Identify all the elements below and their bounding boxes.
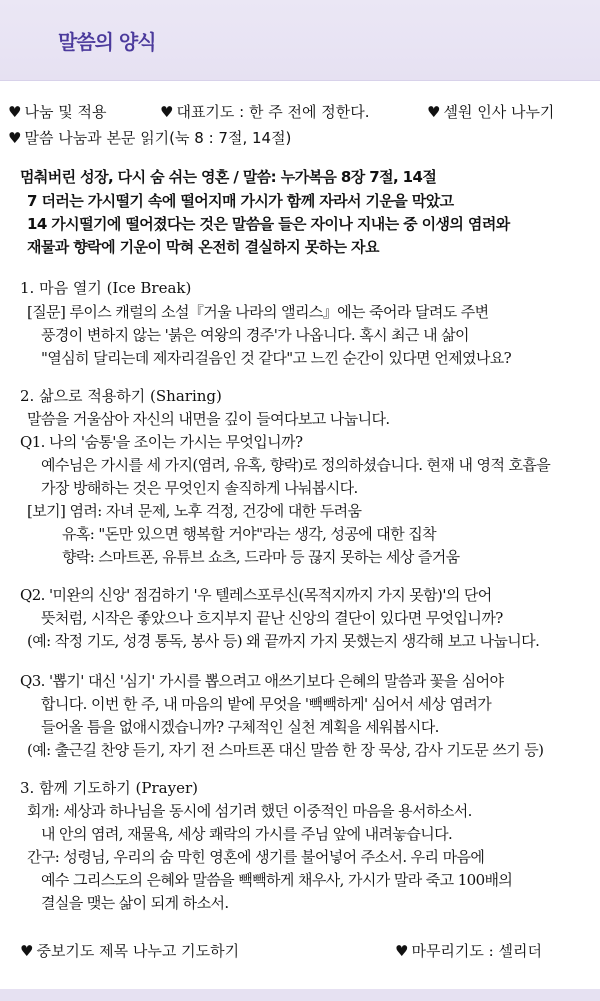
- prayer-petition-b: 예수 그리스도의 은혜와 말씀을 빽빽하게 채우사, 가시가 말라 죽고 100배의: [41, 871, 513, 889]
- sermon-title: 멈춰버린 성장, 다시 숨 쉬는 영혼 / 말씀: 누가복음 8장 7절, 14절: [20, 168, 437, 186]
- q2-line-c: (예: 작정 기도, 성경 통독, 봉사 등) 왜 끝까지 가지 못했는지 생각해 보고 나눕니다.: [27, 632, 540, 650]
- heart-icon: ♥: [160, 103, 174, 121]
- verse-14-a: 14 가시떨기에 떨어졌다는 것은 말씀을 들은 자이나 지내는 중 이생의 염려와: [27, 215, 510, 233]
- q1-example-pleasure: 향락: 스마트폰, 유튜브 쇼츠, 드라마 등 끊지 못하는 세상 즐거움: [62, 548, 460, 566]
- footer-bar: [0, 989, 600, 1001]
- top-item-reading: ♥ 말씀 나눔과 본문 읽기(눅 8 : 7절, 14절): [8, 129, 292, 147]
- q1-title: Q1. 나의 '숨통'을 조이는 가시는 무엇입니까?: [20, 433, 303, 451]
- prayer-repent-b: 내 안의 염려, 재물욕, 세상 쾌락의 가시를 주님 앞에 내려놓습니다.: [41, 825, 453, 843]
- section1-question-b: 풍경이 변하지 않는 '붉은 여왕의 경주'가 나옵니다. 혹시 최근 내 삶이: [41, 326, 469, 344]
- prayer-petition-a: 간구: 성령님, 우리의 숨 막힌 영혼에 생기를 불어넣어 주소서. 우리 마음에: [27, 848, 485, 866]
- top-item-greeting: ♥ 셀원 인사 나누기: [427, 103, 555, 121]
- q2-line-a: Q2. '미완의 신앙' 점검하기 '우 텔레스포루신(목적지까지 가지 못함)'의 단어: [20, 586, 492, 604]
- section2-title: 2. 삶으로 적용하기 (Sharing): [20, 387, 222, 405]
- top-item-sharing: ♥ 나눔 및 적용: [8, 103, 107, 121]
- prayer-petition-c: 결실을 맺는 삶이 되게 하소서.: [41, 894, 229, 912]
- q1-line-a: 예수님은 가시를 세 가지(염려, 유혹, 향락)로 정의하셨습니다. 현재 내 영적 호흡을: [41, 456, 551, 474]
- heart-icon: ♥: [395, 942, 409, 960]
- verse-7: 7 더러는 가시떨기 속에 떨어지매 가시가 함께 자라서 기운을 막았고: [27, 192, 454, 210]
- header-banner: [0, 0, 600, 81]
- q3-line-b: 합니다. 이번 한 주, 내 마음의 밭에 무엇을 '빽빽하게' 심어서 세상 염려가: [41, 695, 492, 713]
- q1-example-worry: [보기] 염려: 자녀 문제, 노후 걱정, 건강에 대한 두려움: [27, 502, 362, 520]
- footer-intercession: ♥ 중보기도 제목 나누고 기도하기: [20, 942, 240, 960]
- verse-14-b: 재물과 향락에 기운이 막혀 온전히 결실하지 못하는 자요: [27, 238, 379, 256]
- section1-title: 1. 마음 열기 (Ice Break): [20, 279, 192, 297]
- prayer-repent-a: 회개: 세상과 하나님을 동시에 섬기려 했던 이중적인 마음을 용서하소서.: [27, 802, 472, 820]
- q3-line-c: 들어올 틈을 없애시겠습니까? 구체적인 실천 계획을 세워봅시다.: [41, 718, 439, 736]
- q2-line-b: 뜻처럼, 시작은 좋았으나 흐지부지 끝난 신앙의 결단이 있다면 무엇입니까?: [41, 609, 503, 627]
- section3-title: 3. 함께 기도하기 (Prayer): [20, 779, 198, 797]
- q1-line-b: 가장 방해하는 것은 무엇인지 솔직하게 나눠봅시다.: [41, 479, 358, 497]
- q3-line-d: (예: 출근길 찬양 듣기, 자기 전 스마트폰 대신 말씀 한 장 묵상, 감사 기도문 쓰기 등): [27, 741, 544, 759]
- heart-icon: ♥: [8, 129, 22, 147]
- heart-icon: ♥: [20, 942, 34, 960]
- section1-question-c: "열심히 달리는데 제자리걸음인 것 같다"고 느낀 순간이 있다면 언제였나요?: [41, 349, 512, 367]
- section1-question-a: [질문] 루이스 캐럴의 소설『거울 나라의 앨리스』에는 죽어라 달려도 주변: [27, 303, 489, 321]
- footer-closing-prayer: ♥ 마무리기도 : 셀리더: [395, 942, 542, 960]
- section2-intro: 말씀을 거울삼아 자신의 내면을 깊이 들여다보고 나눕니다.: [27, 410, 390, 428]
- heart-icon: ♥: [8, 103, 22, 121]
- top-item-prayer: ♥ 대표기도 : 한 주 전에 정한다.: [160, 103, 370, 121]
- page-title: 말씀의 양식: [58, 30, 156, 54]
- heart-icon: ♥: [427, 103, 441, 121]
- q1-example-temptation: 유혹: "돈만 있으면 행복할 거야"라는 생각, 성공에 대한 집착: [62, 525, 437, 543]
- q3-line-a: Q3. '뽑기' 대신 '심기' 가시를 뽑으려고 애쓰기보다 은혜의 말씀과 꽃을 심어야: [20, 672, 504, 690]
